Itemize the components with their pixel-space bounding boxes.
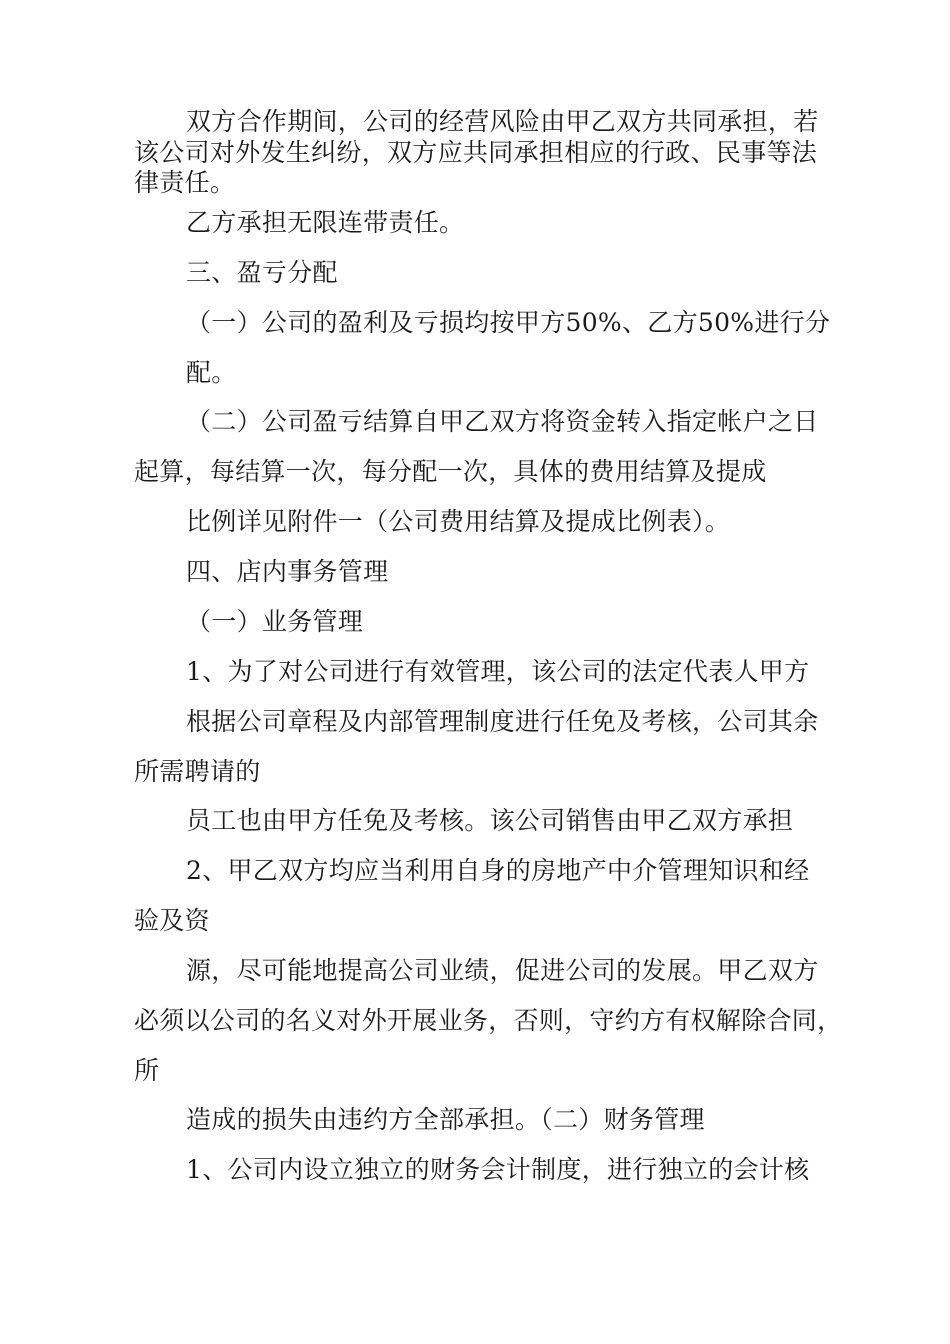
subsection-heading: （一）业务管理 (186, 607, 364, 636)
text-line: 比例详见附件一（公司费用结算及提成比例表）。 (186, 507, 731, 536)
text-line: 双方合作期间，公司的经营风险由甲乙双方共同承担，若 (186, 107, 819, 136)
text-line: 起算，每结算一次，每分配一次，具体的费用结算及提成 (134, 457, 767, 486)
text-line: 必须以公司的名义对外开展业务，否则，守约方有权解除合同， (134, 1006, 843, 1035)
text-line: 造成的损失由违约方全部承担。（二）财务管理 (186, 1105, 705, 1134)
section-heading: 四、店内事务管理 (186, 557, 389, 586)
text-line: 1、为了对公司进行有效管理，该公司的法定代表人甲方 (186, 657, 810, 686)
text-line: （二）公司盈亏结算自甲乙双方将资金转入指定帐户之日 (186, 407, 819, 436)
text-line: 2、甲乙双方均应当利用自身的房地产中介管理知识和经 (186, 856, 810, 885)
text-line: 员工也由甲方任免及考核。该公司销售由甲乙双方承担 (186, 806, 794, 835)
section-heading: 三、盈亏分配 (186, 258, 338, 287)
text-line: 所 (134, 1056, 160, 1085)
text-line: 验及资 (134, 906, 210, 935)
text-line: 根据公司章程及内部管理制度进行任免及考核，公司其余 (186, 707, 819, 736)
text-line: 律责任。 (134, 168, 236, 197)
text-line: 乙方承担无限连带责任。 (186, 208, 465, 237)
text-line: 该公司对外发生纠纷，双方应共同承担相应的行政、民事等法 (134, 138, 818, 167)
text-line: 1、公司内设立独立的财务会计制度，进行独立的会计核 (186, 1155, 810, 1184)
text-line: 配。 (186, 358, 237, 387)
text-line: 所需聘请的 (134, 757, 261, 786)
text-line: 源，尽可能地提高公司业绩，促进公司的发展。甲乙双方 (186, 956, 819, 985)
text-line: （一）公司的盈利及亏损均按甲方50%、乙方50%进行分 (186, 308, 831, 337)
